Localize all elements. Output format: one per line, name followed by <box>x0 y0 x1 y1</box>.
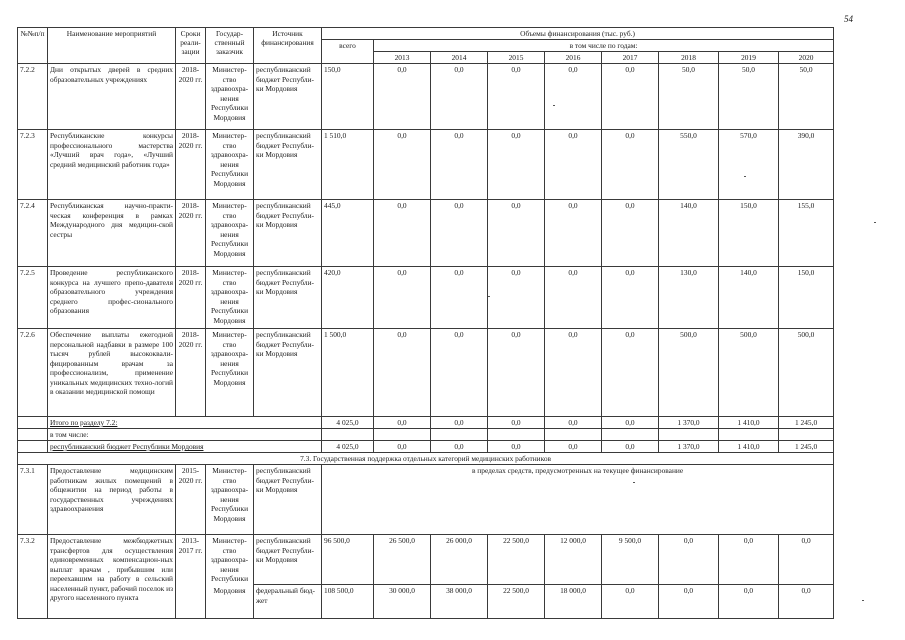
year-header: 2015 <box>488 52 545 64</box>
row-value: 0,0 <box>659 585 719 619</box>
row-value: 0,0 <box>488 130 545 200</box>
col-header-terms: Сроки реали-зации <box>176 28 206 64</box>
row-value: 570,0 <box>719 130 779 200</box>
section-total-value: 1 410,0 <box>719 417 779 429</box>
row-customer: Министер-ство здравоохра-нения Республики <box>206 535 254 585</box>
row-customer: Министер-ство здравоохра-нения Республики Мордовия <box>206 267 254 329</box>
row-value: 0,0 <box>602 200 659 267</box>
section-total-value: 0,0 <box>545 417 602 429</box>
row-value: 150,0 <box>779 267 834 329</box>
year-header: 2018 <box>659 52 719 64</box>
row-value: 12 000,0 <box>545 535 602 585</box>
row-value: 18 000,0 <box>545 585 602 619</box>
col-header-customer: Государ-ственный заказчик <box>206 28 254 64</box>
scan-speck <box>553 105 555 106</box>
row-total: 150,0 <box>322 64 374 130</box>
budget-total-label: республиканский бюджет Республики Мордовия <box>48 441 322 453</box>
row-num: 7.2.2 <box>18 64 48 130</box>
row-value: 0,0 <box>431 130 488 200</box>
row-source: республиканский бюджет Республи-ки Мордовия <box>254 267 322 329</box>
budget-total-value: 0,0 <box>602 441 659 453</box>
section-title-row <box>18 453 834 465</box>
row-total: 420,0 <box>322 267 374 329</box>
row-value: 0,0 <box>488 64 545 130</box>
section-total-label: Итого по разделу 7.2: <box>48 417 322 429</box>
row-value: 0,0 <box>545 200 602 267</box>
row-value: 0,0 <box>602 64 659 130</box>
row-source: федеральный бюд-жет <box>254 585 322 619</box>
row-terms: 2015-2020 гг. <box>176 465 206 535</box>
scan-speck <box>862 600 864 601</box>
row-value: 0,0 <box>374 130 431 200</box>
row-value: 0,0 <box>431 329 488 417</box>
year-header: 2013 <box>374 52 431 64</box>
col-header-by-years: в том числе по годам: <box>374 40 834 52</box>
row-name: Проведение республиканского конкурса на лучшего препо-давателя образовательного учреждения среднего профес-сионального образования <box>48 267 176 329</box>
row-value: 26 500,0 <box>374 535 431 585</box>
row-value: 140,0 <box>659 200 719 267</box>
row-value: 0,0 <box>374 267 431 329</box>
row-value: 50,0 <box>659 64 719 130</box>
row-name: Предоставление межбюджетных трансфертов для осуществления единовременных компенсацион-ных выплат врачам , прибывшим или переехавшим на работу в сельский населенный пункт, рабочий поселок из другого населенного пункта <box>48 535 176 619</box>
year-header: 2020 <box>779 52 834 64</box>
row-name: Республиканские конкурсы профессионального мастерства «Лучший врач года», «Лучший средний медицинский работник года» <box>48 130 176 200</box>
col-header-num: №№п/п <box>18 28 48 64</box>
row-customer: Министер-ство здравоохра-нения Республики Мордовия <box>206 130 254 200</box>
row-value: 0,0 <box>602 329 659 417</box>
row-terms: 2013-2017 гг. <box>176 535 206 619</box>
budget-total: 4 025,0 <box>322 441 374 453</box>
section-total-value: 0,0 <box>602 417 659 429</box>
row-value: 0,0 <box>374 64 431 130</box>
scan-speck <box>633 482 635 483</box>
row-terms: 2018-2020 гг. <box>176 329 206 417</box>
row-customer: Министер-ство здравоохра-нения Республики Мордовия <box>206 200 254 267</box>
row-value: 0,0 <box>488 267 545 329</box>
section-title: 7.3. Государственная поддержка отдельных категорий медицинских работников <box>18 453 834 465</box>
budget-total-value: 1 245,0 <box>779 441 834 453</box>
col-header-source: Источник финансирования <box>254 28 322 64</box>
budget-total-value: 0,0 <box>488 441 545 453</box>
row-num: 7.2.6 <box>18 329 48 417</box>
row-name: Республиканская научно-практи-ческая конференция в рамках Международного дня медицин-ской сестры <box>48 200 176 267</box>
row-value: 30 000,0 <box>374 585 431 619</box>
row-source: республиканский бюджет Республи-ки Мордовия <box>254 465 322 535</box>
row-value: 0,0 <box>659 535 719 585</box>
row-value: 0,0 <box>779 585 834 619</box>
section-total-value: 1 245,0 <box>779 417 834 429</box>
row-customer: Министер-ство здравоохра-нения Республики Мордовия <box>206 329 254 417</box>
year-header: 2014 <box>431 52 488 64</box>
row-value: 0,0 <box>545 130 602 200</box>
row-source: республиканский бюджет Республи-ки Мордовия <box>254 64 322 130</box>
row-value: 155,0 <box>779 200 834 267</box>
row-num: 7.2.3 <box>18 130 48 200</box>
row-terms: 2018-2020 гг. <box>176 130 206 200</box>
scan-speck <box>874 222 876 223</box>
table-row <box>18 465 834 535</box>
row-source: республиканский бюджет Республи-ки Мордовия <box>254 535 322 585</box>
col-header-total: всего <box>322 40 374 64</box>
table-row <box>18 64 834 130</box>
row-value: 0,0 <box>431 200 488 267</box>
row-value: 0,0 <box>779 535 834 585</box>
row-total: 1 510,0 <box>322 130 374 200</box>
year-header: 2016 <box>545 52 602 64</box>
row-customer: Мордовия <box>206 585 254 619</box>
row-total: 96 500,0 <box>322 535 374 585</box>
financing-table <box>17 27 834 619</box>
row-value: 0,0 <box>602 585 659 619</box>
section-total-value: 0,0 <box>431 417 488 429</box>
row-value: 0,0 <box>719 535 779 585</box>
row-value: 500,0 <box>719 329 779 417</box>
row-value: 0,0 <box>602 130 659 200</box>
table-row <box>18 267 834 329</box>
year-header: 2017 <box>602 52 659 64</box>
budget-total-value: 0,0 <box>374 441 431 453</box>
section-total: 4 025,0 <box>322 417 374 429</box>
budget-total-row <box>18 441 834 453</box>
scan-speck <box>744 176 746 177</box>
row-value: 0,0 <box>431 267 488 329</box>
row-value: 0,0 <box>545 64 602 130</box>
row-value: 50,0 <box>779 64 834 130</box>
budget-total-value: 0,0 <box>545 441 602 453</box>
row-value: 0,0 <box>374 200 431 267</box>
row-value: 22 500,0 <box>488 535 545 585</box>
row-value: 0,0 <box>719 585 779 619</box>
col-header-name: Наименование мероприятий <box>48 28 176 64</box>
row-num: 7.3.1 <box>18 465 48 535</box>
row-value: 500,0 <box>779 329 834 417</box>
table-row <box>18 329 834 417</box>
row-value: 390,0 <box>779 130 834 200</box>
row-value: 140,0 <box>719 267 779 329</box>
row-value: 550,0 <box>659 130 719 200</box>
table-row <box>18 535 834 585</box>
row-num: 7.3.2 <box>18 535 48 619</box>
row-num: 7.2.4 <box>18 200 48 267</box>
row-total: 445,0 <box>322 200 374 267</box>
row-num: 7.2.5 <box>18 267 48 329</box>
row-value: 50,0 <box>719 64 779 130</box>
scan-speck <box>488 296 490 297</box>
row-customer: Министер-ство здравоохра-нения Республики Мордовия <box>206 64 254 130</box>
budget-total-value: 1 370,0 <box>659 441 719 453</box>
row-value: 130,0 <box>659 267 719 329</box>
header-row-1 <box>18 28 834 40</box>
row-terms: 2018-2020 гг. <box>176 200 206 267</box>
row-name: Предоставление медицинским работникам жилых помещений в общежитии на период работы в государственных учреждениях здравоохранения <box>48 465 176 535</box>
row-total: 108 500,0 <box>322 585 374 619</box>
row-value: 0,0 <box>374 329 431 417</box>
col-header-volumes: Объемы финансирования (тыс. руб.) <box>322 28 834 40</box>
row-value: 500,0 <box>659 329 719 417</box>
row-name: Обеспечение выплаты ежегодной персональной надбавки в размере 100 тысяч рублей высококвали-фицированным врачам за профессионализм, применение уникальных медицинских техно-логий в оказании медицинской помощи <box>48 329 176 417</box>
page-number: 54 <box>844 14 853 24</box>
section-total-value: 0,0 <box>374 417 431 429</box>
including-label: в том числе: <box>48 429 322 441</box>
row-customer: Министер-ство здравоохра-нения Республики Мордовия <box>206 465 254 535</box>
row-source: республиканский бюджет Республи-ки Мордовия <box>254 329 322 417</box>
budget-total-value: 1 410,0 <box>719 441 779 453</box>
row-terms: 2018-2020 гг. <box>176 64 206 130</box>
row-value: 0,0 <box>545 329 602 417</box>
row-value: 0,0 <box>488 329 545 417</box>
row-name: Дни открытых дверей в средних образовательных учреждениях <box>48 64 176 130</box>
row-value: 0,0 <box>602 267 659 329</box>
year-header: 2019 <box>719 52 779 64</box>
row-value: 0,0 <box>545 267 602 329</box>
budget-total-value: 0,0 <box>431 441 488 453</box>
row-terms: 2018-2020 гг. <box>176 267 206 329</box>
row-total: 1 500,0 <box>322 329 374 417</box>
row-source: республиканский бюджет Республи-ки Мордовия <box>254 130 322 200</box>
section-total-row <box>18 417 834 429</box>
row-value: 22 500,0 <box>488 585 545 619</box>
row-value: 150,0 <box>719 200 779 267</box>
row-value: 0,0 <box>488 200 545 267</box>
table-row <box>18 200 834 267</box>
row-value: 38 000,0 <box>431 585 488 619</box>
table-row <box>18 130 834 200</box>
row-value: 26 000,0 <box>431 535 488 585</box>
row-value: 0,0 <box>431 64 488 130</box>
section-total-value: 0,0 <box>488 417 545 429</box>
financing-note: в пределах средств, предусмотренных на текущее финансирование <box>322 465 834 535</box>
including-row <box>18 429 834 441</box>
row-value: 9 500,0 <box>602 535 659 585</box>
row-source: республиканский бюджет Республи-ки Мордовия <box>254 200 322 267</box>
section-total-value: 1 370,0 <box>659 417 719 429</box>
